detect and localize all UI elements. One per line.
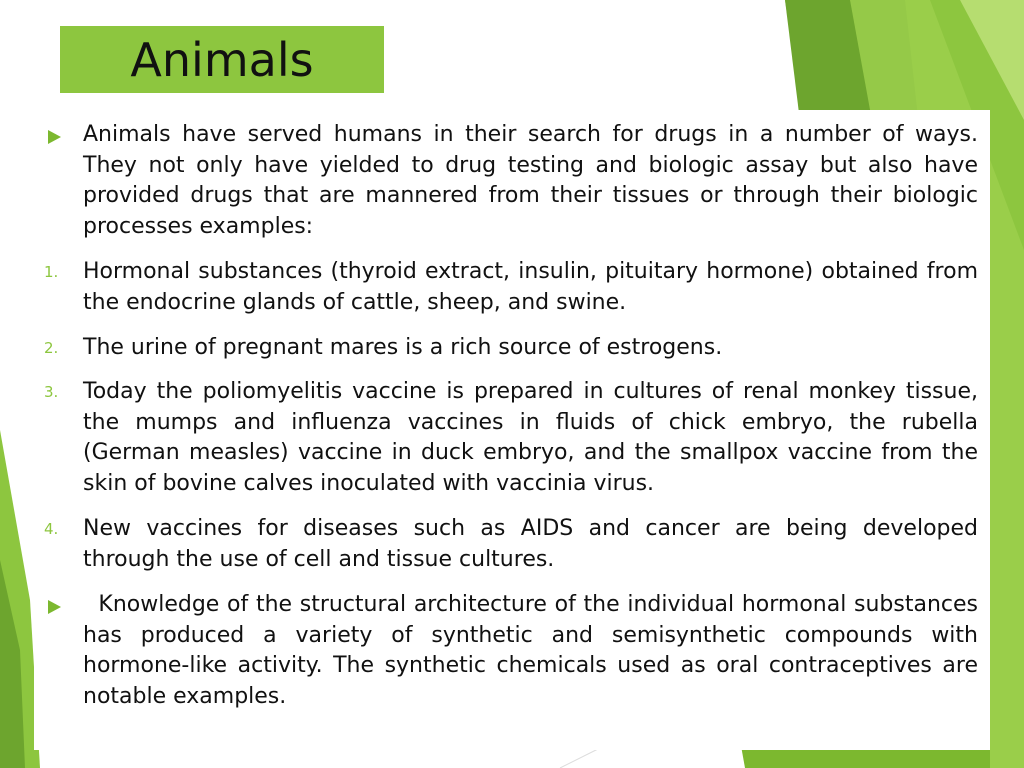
list-item-text: Hormonal substances (thyroid extract, insulin, pituitary hormone) obtained from the endocrine glands of cattle, sheep, and swine. (83, 259, 978, 315)
list-number: 2. (44, 339, 59, 357)
list-item-text: Knowledge of the structural architecture of the individual hormonal substances has produced a variety of synthetic and semisynthetic compounds with hormone-like activity. The synthetic chemicals used as oral contraceptives are notable examples. (83, 592, 978, 709)
list-item (34, 333, 978, 364)
list-item-text: Today the poliomyelitis vaccine is prepared in cultures of renal monkey tissue, the mumps and influenza vaccines in fluids of chick embryo, the rubella (German measles) vaccine in duck embryo, and the smallpox vaccine from the skin of bovine calves inoculated with vaccinia virus. (83, 379, 978, 496)
list-item (34, 120, 978, 242)
list-number: 1. (44, 263, 59, 281)
list-number: 3. (44, 383, 59, 401)
list-item-text: New vaccines for diseases such as AIDS and cancer are being developed through the use of cell and tissue cultures. (83, 516, 978, 572)
title-box (60, 26, 384, 93)
triangle-bullet-icon (48, 130, 61, 144)
slide-title: Animals (130, 33, 314, 87)
list-item-text: The urine of pregnant mares is a rich source of estrogens. (83, 335, 723, 360)
list-item-text: Animals have served humans in their search for drugs in a number of ways. They not only have yielded to drug testing and biologic assay but also have provided drugs that are mannered from their tissues or through their biologic processes examples: (83, 122, 978, 239)
list-item (34, 257, 978, 318)
triangle-bullet-icon (48, 600, 61, 614)
list-item (34, 377, 978, 499)
list-item (34, 514, 978, 575)
slide-content (34, 110, 990, 750)
list-number: 4. (44, 520, 59, 538)
list-item (34, 590, 978, 712)
